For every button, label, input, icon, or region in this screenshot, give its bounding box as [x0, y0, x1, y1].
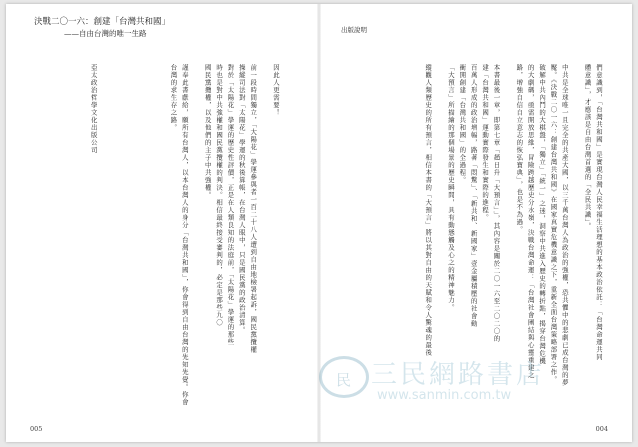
text-column: 的大劇碼，亟需開放思維，冒險跨越歷史分水嶺，決戰台灣命運：「台灣社會團結與心靈重建之 [526, 64, 535, 379]
left-body-text [39, 64, 280, 406]
right-page [319, 4, 632, 442]
text-column [261, 64, 268, 364]
text-column: 對於「太陽花」學運的歷史性評價，正是在人類良知的法庭前，「太陽花」學運的那些 [226, 64, 235, 346]
watermark-logo-char: 民 [336, 371, 352, 389]
text-column: 國民黨攬權，以及他們的主子中共強權。 [203, 64, 212, 199]
text-column [192, 64, 199, 364]
text-column: 台灣的求生存之路。 [169, 64, 178, 132]
text-column: 體意識」，才應該是自由台灣首選的「全民共識」。 [583, 64, 592, 231]
text-column [572, 64, 579, 364]
text-column [113, 64, 120, 364]
text-column: 前一段時間獨立，「大陽花」學運參與者一百二十八人遭到自由地檢署起訴，國民黨攬權 [249, 64, 258, 354]
text-column: 衝開創建「台灣共和國」的全過程。 [458, 64, 467, 184]
text-column: 建「台灣共和國」運動實際發生和實際的進程。 [481, 64, 490, 222]
text-column: 「大預言」所描繪的那個場景的歷史瞬間，具有動態觸及心之的精神魅力。 [446, 64, 455, 312]
text-column [135, 64, 142, 364]
text-column: 破解中共內鬥的大棋盤，「獨立」「統一」之迷，洞察中共進入歷史的轉折點，揭穿台灣危機 [538, 64, 547, 366]
text-column: 謹奉此書獻給，願所有台灣人，以本台灣人的身分「台灣共和國」，你會得到自由台灣的先知先覺。你會 [180, 64, 189, 406]
text-column: 本書最後一章，即第七章「趙日升「大預言」」，其內容是關於二〇一六至二〇二〇的 [492, 64, 501, 343]
page-number: 004 [595, 425, 608, 433]
text-column: 因此人更需要！ [272, 64, 280, 117]
text-column: 路，增強自信自立意志的恢弘寶典」，也是不為過。 [515, 64, 524, 234]
watermark-title: 三民網路書店 [371, 360, 546, 390]
text-column: 縱觀人類歷史的所有預言，相信本書的「大預言」將以其對自由的天賦和令人驚魂的最後 [424, 64, 433, 357]
watermark-url: www.sanmin.com.tw [377, 388, 512, 403]
book-spread [6, 4, 632, 442]
page-number: 005 [30, 425, 43, 433]
text-column [124, 64, 131, 364]
text-column: 們意識到，「台灣共和國」是實現台灣人民幸福生活理想的基本政治依託：「台灣命運共同 [595, 64, 603, 361]
text-column [147, 64, 154, 364]
left-page [6, 4, 319, 442]
text-column [436, 64, 443, 364]
text-column [158, 64, 165, 364]
running-subtitle: ——自由台灣的唯一生路 [64, 29, 147, 38]
text-column: 百萬人形成的政治增幅，路著「悶驚」、「新共和、新國家」壹金屬積壓的社會動 [469, 64, 478, 328]
text-column: 中共是全球唯一且完全的共產大國，以三千萬台灣人為政治的強權，恐共懼中的悲劇已成台灣的夢 [560, 64, 569, 387]
publisher-signature: 亞太政治哲學文化出版公司 [89, 64, 98, 154]
section-header: 出版說明 [341, 26, 367, 34]
text-column: 時也是對中共強權和國民黨攬權的判決。相信最終接受審判的，必定是那些九〇 [215, 64, 224, 327]
text-column: 魘。《決戰二〇一六：創建台灣共和國》在國家真實危機意識之下，重新全面台灣策略部署之作。 [549, 64, 558, 384]
text-column [504, 64, 511, 364]
text-column [101, 64, 108, 364]
running-title: 決戰二〇一六：創建「台灣共和國」 [34, 17, 171, 27]
text-column: 操縱司法對「太陽花」學運的秋後算帳，在台灣人眼中，只是國民黨的政治清算。 [237, 64, 246, 334]
